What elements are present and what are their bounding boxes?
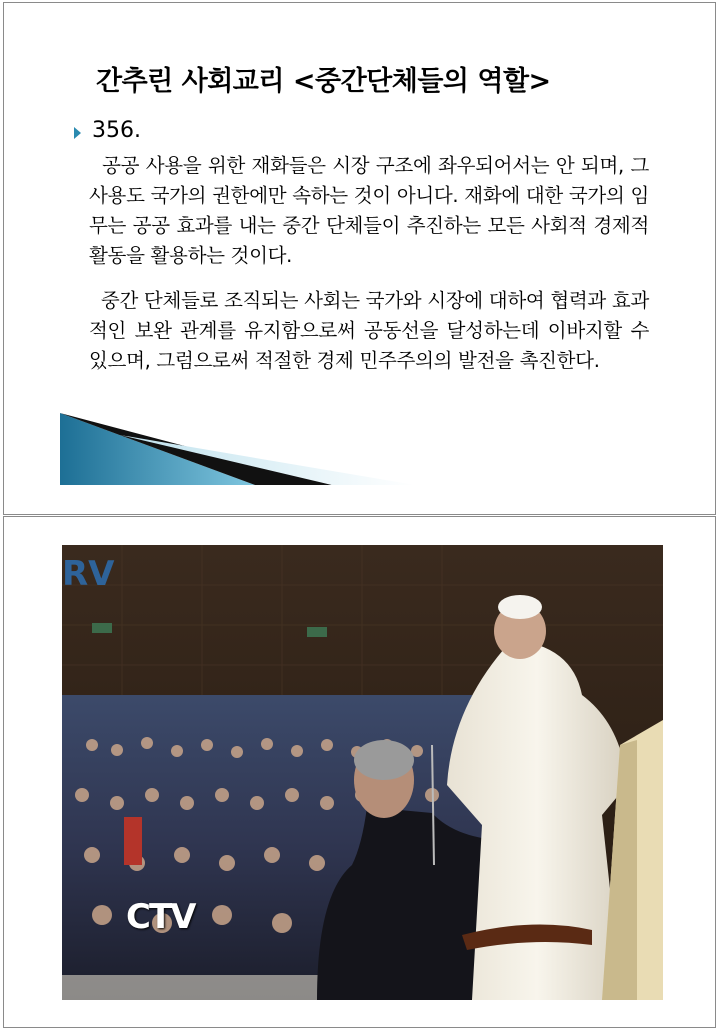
- section-number: 356.: [92, 118, 141, 143]
- ctv-logo: CTV: [126, 897, 195, 937]
- paragraph-2: [89, 286, 649, 376]
- decorative-swoosh: [60, 413, 420, 493]
- svg-text:RV: RV: [62, 554, 115, 594]
- slide-title: 간추린 사회교리 <중간단체들의 역할>: [96, 66, 551, 97]
- slide-2: [3, 516, 716, 1028]
- audience-photo: [62, 545, 663, 1000]
- bullet-arrow-icon: [74, 127, 81, 139]
- paragraph-1: [89, 151, 649, 271]
- paragraph-1-text: 공공 사용을 위한 재화들은 시장 구조에 좌우되어서는 안 되며, 그 사용도 국가의 권한에만 속하는 것이 아니다. 재화에 대한 국가의 임무는 공공 효과를 내는 중간 단체들이 추진하는 모든 사회적 경제적 활동을 활용하는 것이다.: [89, 154, 649, 267]
- slide-1: [3, 2, 716, 515]
- paragraph-2-text: 중간 단체들로 조직되는 사회는 국가와 시장에 대하여 협력과 효과적인 보완 관계를 유지함으로써 공동선을 달성하는데 이바지할 수 있으며, 그럼으로써 적절한 경제 민주주의의 발전을 촉진한다.: [89, 289, 649, 372]
